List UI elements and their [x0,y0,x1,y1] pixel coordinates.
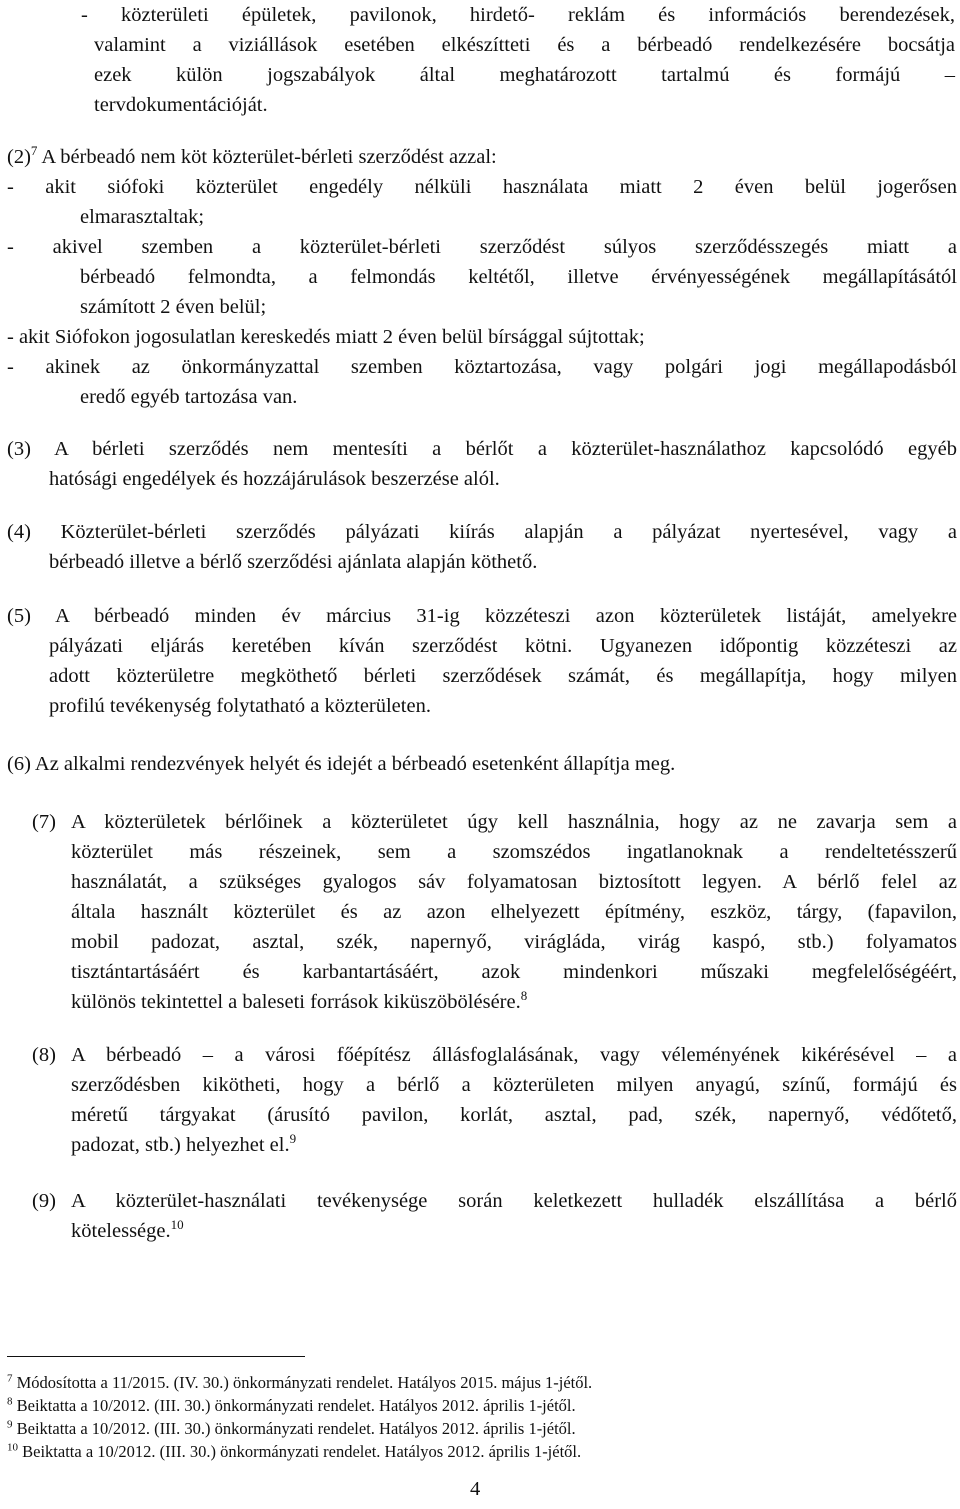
text-line: szerződésben kikötheti, hogy a bérlő a közterületen milyen anyagú, színű, formájú és [71,1074,957,1096]
paragraph-text: A bérbeadó nem köt közterület-bérleti szerződést azzal: [41,146,497,168]
footnote-ref: 9 [289,1131,297,1147]
paragraph-label: (8) [32,1044,56,1066]
paragraph-9 [32,1186,957,1246]
list-item-line: eredő egyéb tartozása van. [80,386,298,408]
footnote [7,1441,581,1463]
paragraph-2 [7,142,957,412]
text-line: bérbeadó illetve a bérlő szerződési ajánlata alapján köthető. [49,551,538,573]
footnote-number: 9 [7,1418,13,1431]
footnote-separator [7,1356,305,1357]
text-line: közterület más részeinek, sem a szomszédos ingatlanoknak a rendeltetésszerű [71,841,957,863]
text-line: (6) Az alkalmi rendezvények helyét és idejét a bérbeadó esetenként állapítja meg. [7,753,676,775]
footnote-number: 7 [7,1372,13,1385]
paragraph-7 [32,807,957,1017]
footnote-text: Beiktatta a 10/2012. (III. 30.) önkormányzati rendelet. Hatályos 2012. április 1-jétől. [16,1396,576,1415]
text-line: mobil padozat, asztal, szék, napernyő, virágláda, virág kaspó, stb.) folyamatos [71,931,957,953]
paragraph-label: (2) [7,146,31,168]
list-item-line: számított 2 éven belül; [80,296,267,318]
text-line: (3) A bérleti szerződés nem mentesíti a bérlőt a közterület-használathoz kapcsolódó egyéb [7,438,957,460]
footnote-text: Módosította a 11/2015. (IV. 30.) önkormányzati rendelet. Hatályos 2015. május 1-jétől. [16,1373,593,1392]
footnote-ref: 7 [30,143,38,159]
list-item-line: - akit Siófokon jogosulatlan kereskedés miatt 2 éven belül bírsággal sújtottak; [7,326,645,348]
paragraph-label: (7) [32,811,56,833]
footnote-ref: 8 [520,988,528,1004]
footnote-text: Beiktatta a 10/2012. (III. 30.) önkormányzati rendelet. Hatályos 2012. április 1-jétől. [16,1419,576,1438]
paragraph-5 [7,601,957,721]
text-line [71,1216,957,1246]
text-line: A közterületek bérlőinek a közterületet úgy kell használnia, hogy az ne zavarja sem a [71,811,957,833]
text-line: - közterületi épületek, pavilonok, hirdető- reklám és információs berendezések, [81,4,955,26]
footnote [7,1395,576,1417]
paragraph-4 [7,517,957,577]
paragraph-2-intro [7,142,957,172]
text-line: ezek külön jogszabályok által meghatározott tartalmú és formájú – [94,64,955,86]
list-item-line: - akivel szemben a közterület-bérleti szerződést súlyos szerződésszegés miatt a [7,236,957,258]
text-line-content: padozat, stb.) helyezhet el. [71,1134,290,1156]
text-line: pályázati eljárás keretében kíván szerződést kötni. Ugyanezen időpontig közzéteszi az [49,635,957,657]
text-line: (4) Közterület-bérleti szerződés pályázati kiírás alapján a pályázat nyertesével, vagy a [7,521,957,543]
footnote-text: Beiktatta a 10/2012. (III. 30.) önkormányzati rendelet. Hatályos 2012. április 1-jétől. [22,1442,582,1461]
footnote-number: 8 [7,1395,13,1408]
text-line: tisztántartásáért és karbantartásáért, azok mindenkori műszaki megfelelőségéért, [71,961,957,983]
paragraph-3 [7,434,957,494]
text-line: valamint a viziállások esetében elkészítteti és a bérbeadó rendelkezésére bocsátja [94,34,955,56]
text-line: tervdokumentációját. [94,94,268,116]
text-line: hatósági engedélyek és hozzájárulások beszerzése alól. [49,468,500,490]
text-line: A bérbeadó – a városi főépítész állásfoglalásának, vagy véleményének kikérésével – a [71,1044,957,1066]
text-line-content: különös tekintettel a baleseti források kiküszöbölésére. [71,991,521,1013]
footnote-ref: 10 [170,1217,184,1233]
footnote [7,1418,576,1440]
list-item-line: - akinek az önkormányzattal szemben köztartozása, vagy polgári jogi megállapodásból [7,356,957,378]
text-line-content: kötelessége. [71,1220,171,1242]
page-number: 4 [470,1478,481,1500]
footnote [7,1372,592,1394]
text-line: A közterület-használati tevékenysége során keletkezett hulladék elszállítása a bérlő [71,1190,957,1212]
footnote-number: 10 [7,1441,18,1454]
paragraph-8 [32,1040,957,1160]
text-line: méretű tárgyakat (árusító pavilon, korlát, asztal, pad, szék, napernyő, védőtető, [71,1104,957,1126]
text-line: (5) A bérbeadó minden év március 31-ig közzéteszi azon közterületek listáját, amelyekre [7,605,957,627]
text-line [71,987,957,1017]
text-line: használatát, a szükséges gyalogos sáv folyamatosan biztosított legyen. A bérlő felel az [71,871,957,893]
text-line: általa használt közterület és az azon elhelyezett építmény, eszköz, tárgy, (fapavilon, [71,901,957,923]
paragraph-label: (9) [32,1190,56,1212]
list-item-line: bérbeadó felmondta, a felmondás keltétől, illetve érvényességének megállapításától [80,266,957,288]
list-item-line: elmarasztaltak; [80,206,205,228]
paragraph-6 [7,749,957,779]
text-line [71,1130,957,1160]
list-item-line: - akit siófoki közterület engedély nélküli használata miatt 2 éven belül jogerősen [7,176,957,198]
top-list-item [81,0,955,120]
text-line: adott közterületre megköthető bérleti szerződések számát, és megállapítja, hogy milyen [49,665,957,687]
text-line: profilú tevékenység folytatható a közterületen. [49,695,431,717]
